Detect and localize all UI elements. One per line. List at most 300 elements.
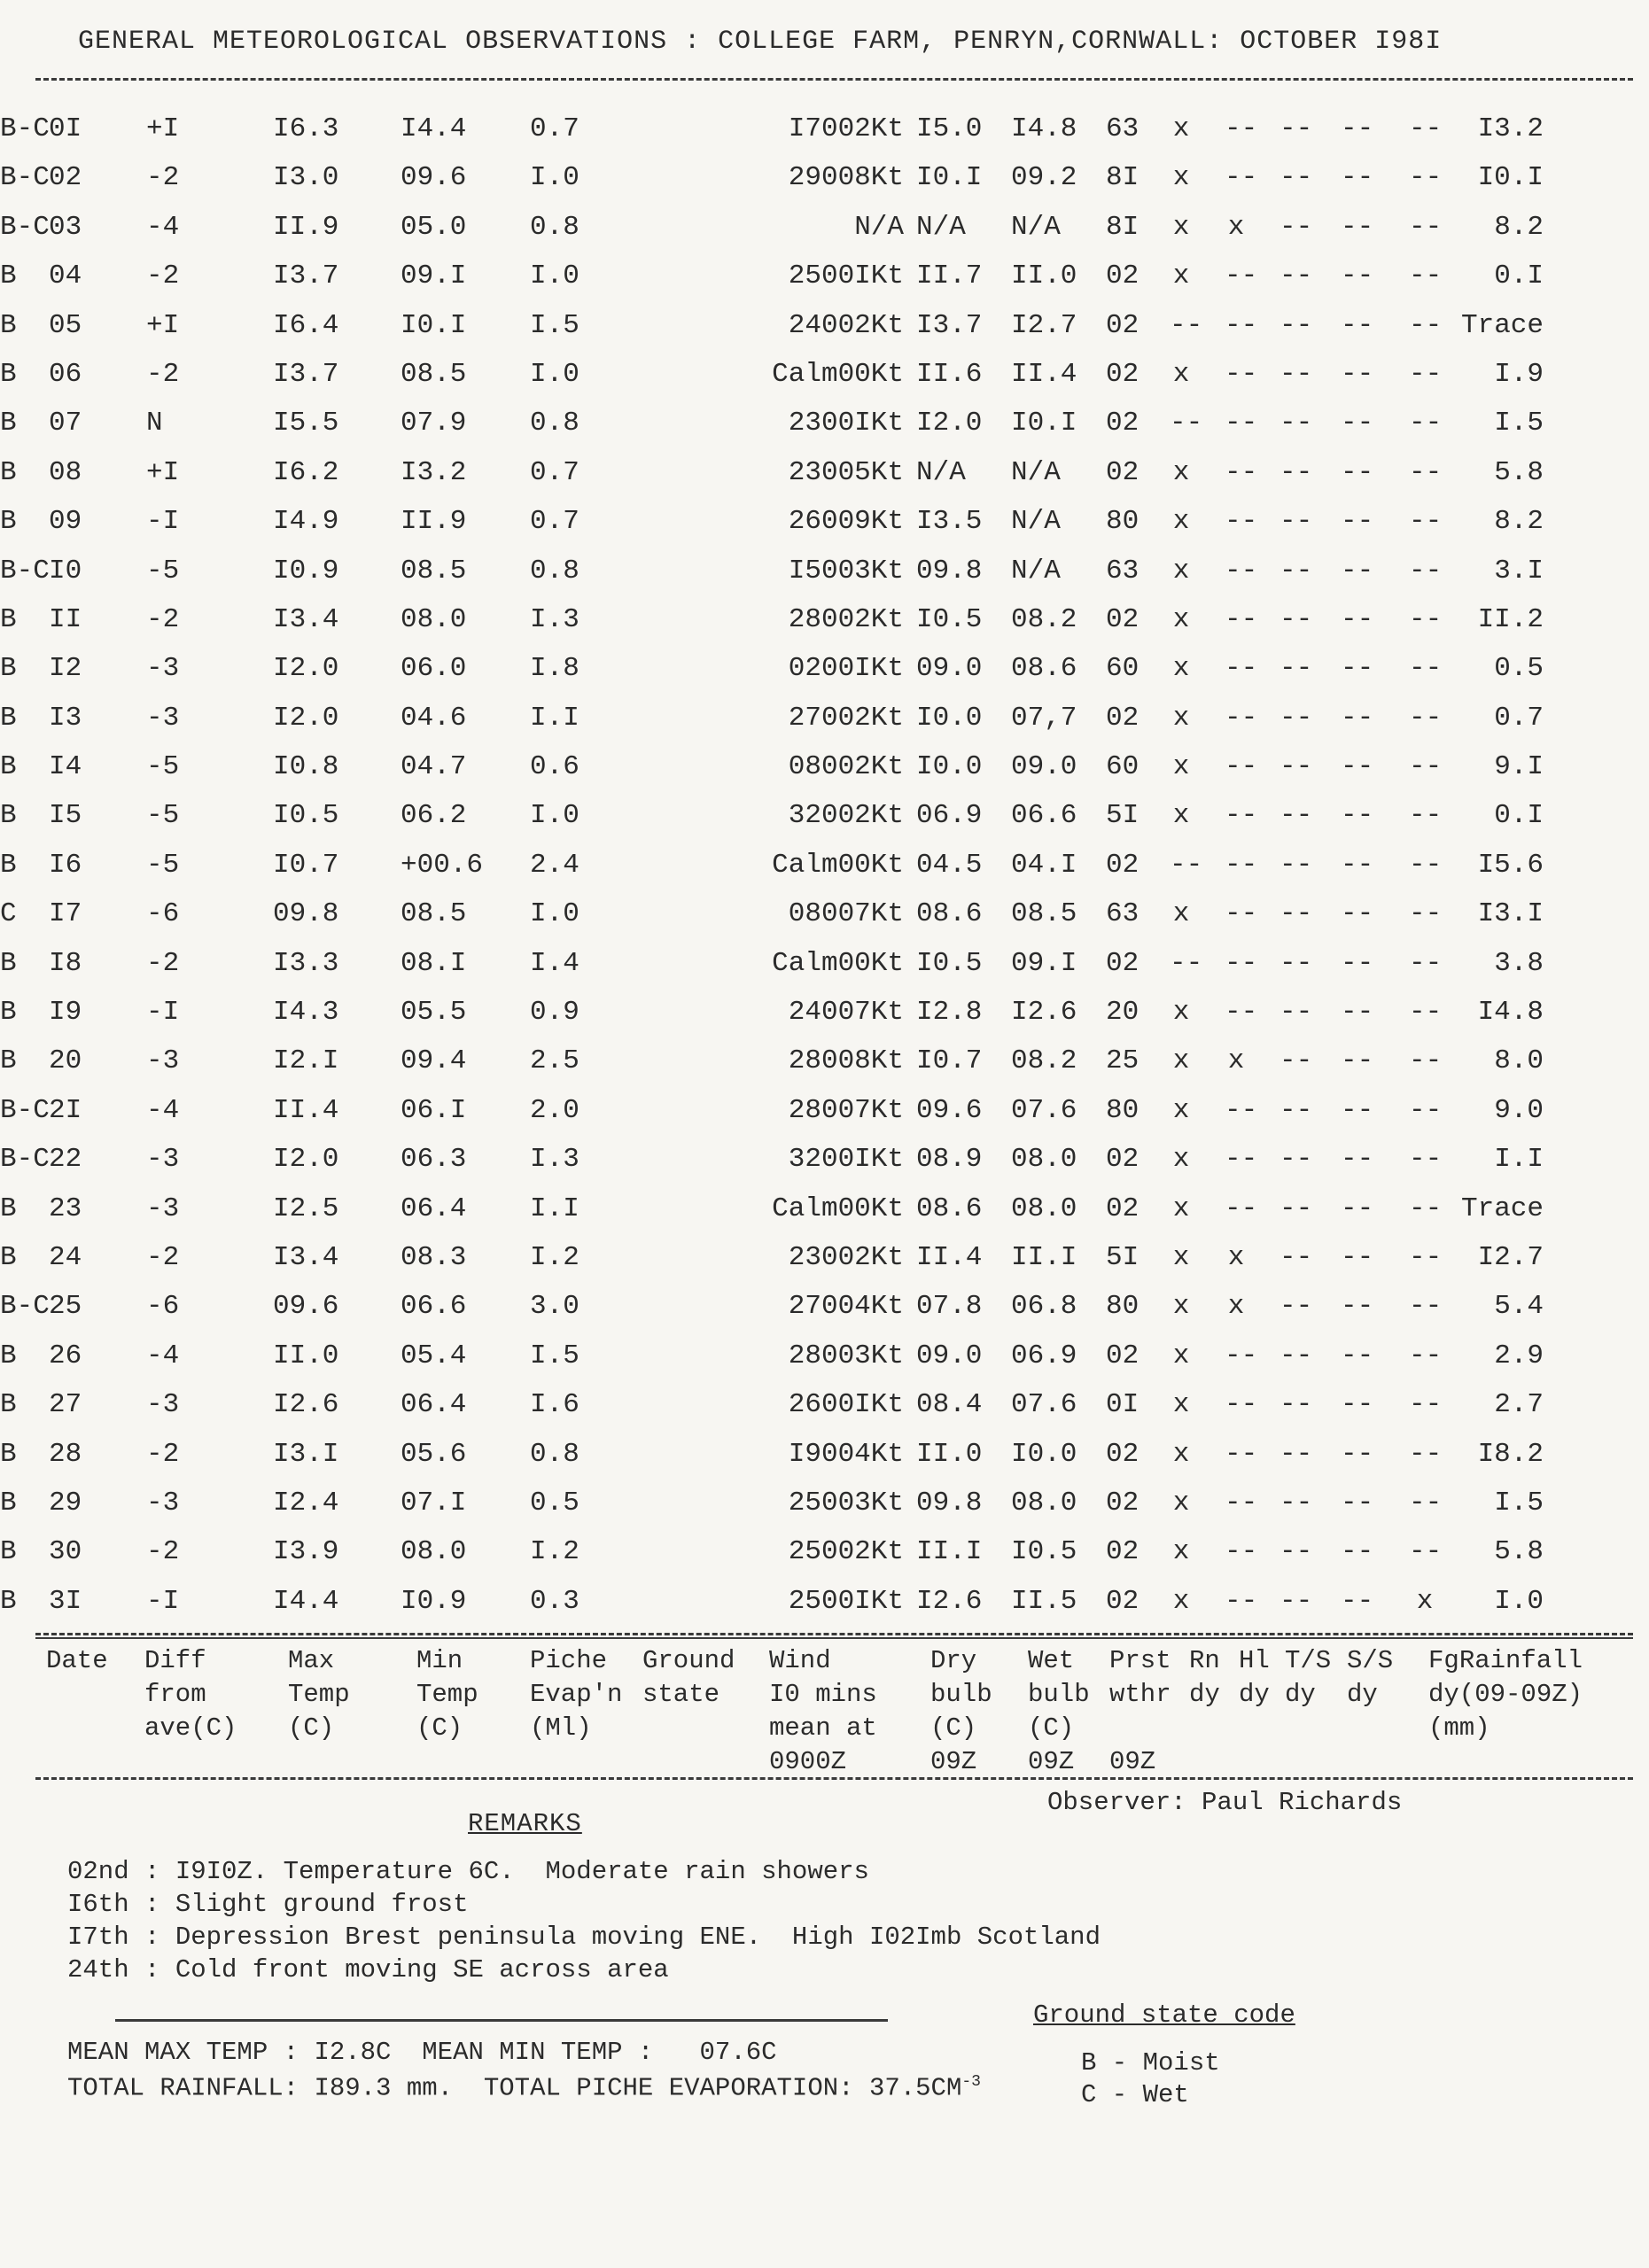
cell-prst: 02 [1106,309,1140,341]
cell-dry: I0.I [916,162,983,194]
cell-diff: -2 [146,1241,180,1273]
cell-fg: -- [1409,1340,1443,1371]
cell-dry: I2.6 [916,1585,983,1617]
cell-rn: x [1172,603,1190,635]
cell-evap: I.5 [530,1340,579,1371]
cell-max: II.4 [273,1094,339,1126]
cell-wet: 07,7 [1011,702,1077,734]
cell-prst: 25 [1106,1045,1140,1077]
cell-ss: -- [1341,358,1374,390]
cell-date: 29 [49,1487,82,1518]
cell-fg: -- [1409,506,1443,538]
cell-diff: -5 [146,751,180,783]
cell-ground: B [0,1585,17,1617]
cell-min: 06.4 [401,1192,467,1224]
cell-max: I2.5 [273,1192,339,1224]
cell-date: 05 [49,309,82,341]
cell-ss: -- [1341,603,1374,635]
cell-evap: I.I [530,1192,579,1224]
header-bottom-divider [35,1777,1633,1780]
cell-diff: -4 [146,1340,180,1371]
cell-date: II [49,603,82,635]
cell-evap: I.5 [530,309,579,341]
cell-wind: 2300IKt [788,408,904,439]
cell-prst: 02 [1106,702,1140,734]
summary-divider [115,2019,888,2022]
header-min: Min Temp (C) [416,1646,478,1743]
cell-ts: -- [1280,702,1313,734]
cell-date: I6 [49,849,82,881]
cell-wet: 06.6 [1011,800,1077,832]
cell-min: 09.4 [401,1045,467,1077]
cell-wet: 06.8 [1011,1291,1077,1323]
cell-date: 3I [49,1585,82,1617]
cell-evap: I.6 [530,1389,579,1421]
cell-wet: 09.0 [1011,751,1077,783]
cell-dry: 08.9 [916,1144,983,1176]
cell-diff: -3 [146,702,180,734]
cell-rain: 8.0 [1494,1045,1544,1077]
cell-max: I2.6 [273,1389,339,1421]
cell-prst: 80 [1106,506,1140,538]
cell-hl: -- [1225,162,1258,194]
cell-min: 08.I [401,947,467,979]
cell-hl: -- [1225,1438,1258,1470]
cell-fg: -- [1409,309,1443,341]
cell-rn: x [1172,211,1190,243]
cell-fg: -- [1409,1487,1443,1518]
cell-wet: I0.0 [1011,1438,1077,1470]
header-max: Max Temp (C) [288,1646,350,1743]
cell-diff: -4 [146,1094,180,1126]
cell-evap: 0.7 [530,113,579,144]
table-row [0,1282,1649,1331]
cell-rn: x [1172,1094,1190,1126]
cell-diff: +I [146,309,180,341]
cell-wind: 23005Kt [788,456,904,488]
cell-wet: II.4 [1011,358,1077,390]
cell-evap: 3.0 [530,1291,579,1323]
remark-line: 24th : Cold front moving SE across area [67,1955,669,1984]
cell-hl: -- [1225,260,1258,292]
cell-diff: -6 [146,1291,180,1323]
cell-hl: -- [1225,653,1258,685]
cell-min: 08.5 [401,898,467,930]
cell-rain: I5.6 [1477,849,1544,881]
cell-ts: -- [1280,653,1313,685]
remark-line: I6th : Slight ground frost [67,1890,469,1919]
cell-diff: -3 [146,1144,180,1176]
cell-ground: B [0,751,17,783]
cell-min: 05.5 [401,997,467,1029]
table-row [0,301,1649,350]
table-row [0,547,1649,595]
cell-prst: 02 [1106,1438,1140,1470]
summary-temps: MEAN MAX TEMP : I2.8C MEAN MIN TEMP : 07.6C [67,2038,777,2067]
cell-rn: -- [1170,849,1203,881]
table-row [0,1430,1649,1479]
cell-prst: 02 [1106,260,1140,292]
cell-min: 06.2 [401,800,467,832]
table-row [0,497,1649,546]
table-row [0,1380,1649,1429]
cell-rn: x [1172,1291,1190,1323]
cell-min: II.9 [401,506,467,538]
table-row [0,203,1649,252]
cell-fg: -- [1409,1438,1443,1470]
cell-ts: -- [1280,1438,1313,1470]
cell-rain: 5.8 [1494,456,1544,488]
cell-max: I3.I [273,1438,339,1470]
cell-ground: B [0,260,17,292]
cell-ss: -- [1341,800,1374,832]
table-row [0,988,1649,1037]
cell-ss: -- [1341,1045,1374,1077]
cell-ground: B-C [0,1094,50,1126]
cell-ground: B [0,702,17,734]
cell-fg: -- [1409,1291,1443,1323]
cell-dry: I3.7 [916,309,983,341]
cell-ts: -- [1280,947,1313,979]
cell-max: I2.I [273,1045,339,1077]
cell-ss: -- [1341,653,1374,685]
cell-ground: B [0,1438,17,1470]
cell-dry: I5.0 [916,113,983,144]
cell-ss: -- [1341,1438,1374,1470]
cell-ground: B [0,849,17,881]
cell-ts: -- [1280,603,1313,635]
cell-dry: 08.6 [916,1192,983,1224]
cell-ss: -- [1341,1340,1374,1371]
cell-ss: -- [1341,162,1374,194]
cell-hl: -- [1225,456,1258,488]
cell-hl: -- [1225,1389,1258,1421]
cell-rain: I.0 [1494,1585,1544,1617]
cell-diff: -6 [146,898,180,930]
table-row [0,1577,1649,1626]
cell-rain: 2.7 [1494,1389,1544,1421]
table-row [0,1479,1649,1527]
cell-ground: B-C [0,555,50,586]
cell-dry: I0.7 [916,1045,983,1077]
cell-wet: I2.7 [1011,309,1077,341]
ground-state-code-item: C - Wet [1081,2080,1189,2109]
cell-min: 04.6 [401,702,467,734]
cell-rn: x [1172,1487,1190,1518]
cell-rn: x [1172,1585,1190,1617]
cell-fg: -- [1409,260,1443,292]
cell-min: 08.5 [401,358,467,390]
cell-ts: -- [1280,506,1313,538]
cell-rn: x [1172,1536,1190,1568]
cell-max: I2.4 [273,1487,339,1518]
cell-evap: 0.6 [530,751,579,783]
cell-max: I3.4 [273,603,339,635]
cell-ss: -- [1341,408,1374,439]
cell-ts: -- [1280,408,1313,439]
cell-hl: -- [1225,1585,1258,1617]
cell-wind: 2600IKt [788,1389,904,1421]
table-row [0,791,1649,840]
cell-fg: -- [1409,947,1443,979]
cell-wet: 06.9 [1011,1340,1077,1371]
cell-dry: II.7 [916,260,983,292]
cell-date: 07 [49,408,82,439]
cell-min: 05.6 [401,1438,467,1470]
cell-date: 2I [49,1094,82,1126]
cell-diff: -2 [146,260,180,292]
cell-wet: I0.5 [1011,1536,1077,1568]
cell-rain: 3.8 [1494,947,1544,979]
cell-wind: 24002Kt [788,309,904,341]
cell-diff: N [146,408,163,439]
cell-rn: x [1172,653,1190,685]
cell-fg: -- [1409,408,1443,439]
table-row [0,1037,1649,1085]
cell-date: I9 [49,997,82,1029]
cell-wind: 08007Kt [788,898,904,930]
table-bottom-rule [35,1637,1633,1639]
header-diff: Diff from ave(C) [144,1646,237,1743]
table-row [0,105,1649,153]
cell-evap: I.0 [530,800,579,832]
cell-evap: I.2 [530,1536,579,1568]
cell-max: II.9 [273,211,339,243]
cell-rn: x [1172,358,1190,390]
cell-hl: -- [1225,702,1258,734]
cell-diff: -3 [146,1192,180,1224]
cell-wet: 09.I [1011,947,1077,979]
cell-ss: -- [1341,1192,1374,1224]
cell-ground: B-C [0,1291,50,1323]
cell-diff: -2 [146,1438,180,1470]
cell-wind: 28002Kt [788,603,904,635]
table-row [0,252,1649,300]
cell-ts: -- [1280,260,1313,292]
cell-rain: I2.7 [1477,1241,1544,1273]
cell-dry: N/A [916,456,966,488]
table-row [0,448,1649,497]
cell-dry: N/A [916,211,966,243]
cell-rain: 8.2 [1494,211,1544,243]
cell-wet: 07.6 [1011,1094,1077,1126]
cell-dry: II.0 [916,1438,983,1470]
cell-max: I4.3 [273,997,339,1029]
cell-rain: 9.0 [1494,1094,1544,1126]
cell-hl: -- [1225,408,1258,439]
table-row [0,595,1649,644]
cell-rn: x [1172,260,1190,292]
cell-prst: 5I [1106,1241,1140,1273]
cell-wind: I7002Kt [788,113,904,144]
cell-ss: -- [1341,506,1374,538]
cell-rain: 8.2 [1494,506,1544,538]
cell-ts: -- [1280,1192,1313,1224]
cell-fg: -- [1409,211,1443,243]
table-row [0,1086,1649,1135]
cell-ground: B [0,603,17,635]
cell-fg: -- [1409,849,1443,881]
cell-ground: B [0,1045,17,1077]
cell-ts: -- [1280,997,1313,1029]
cell-evap: I.3 [530,603,579,635]
cell-rn: x [1172,702,1190,734]
cell-ground: B [0,408,17,439]
cell-ts: -- [1280,1340,1313,1371]
header-rn: Rn dy [1189,1646,1220,1709]
cell-wind: 27004Kt [788,1291,904,1323]
cell-wind: 08002Kt [788,751,904,783]
cell-ground: B [0,1340,17,1371]
cell-evap: 0.8 [530,408,579,439]
cell-dry: 04.5 [916,849,983,881]
cell-ss: -- [1341,211,1374,243]
cell-hl: x [1227,211,1245,243]
cell-evap: I.0 [530,162,579,194]
cell-prst: 63 [1106,113,1140,144]
cell-wet: 07.6 [1011,1389,1077,1421]
cell-hl: -- [1225,800,1258,832]
cell-rn: x [1172,1241,1190,1273]
table-row [0,1184,1649,1233]
cell-min: +00.6 [401,849,484,881]
header-evap: Piche Evap'n (Ml) [530,1646,623,1743]
cell-rn: x [1172,1045,1190,1077]
cell-hl: -- [1225,358,1258,390]
cell-ss: -- [1341,997,1374,1029]
table-row [0,153,1649,202]
cell-fg: -- [1409,1536,1443,1568]
cell-rn: -- [1170,408,1203,439]
cell-ss: -- [1341,947,1374,979]
cell-ss: -- [1341,898,1374,930]
cell-diff: -I [146,1585,180,1617]
cell-ts: -- [1280,751,1313,783]
cell-max: I6.4 [273,309,339,341]
cell-ts: -- [1280,555,1313,586]
cell-prst: 8I [1106,211,1140,243]
cell-dry: I0.0 [916,702,983,734]
cell-rain: II.2 [1477,603,1544,635]
cell-rain: 5.8 [1494,1536,1544,1568]
cell-rain: 0.5 [1494,653,1544,685]
cell-ss: -- [1341,309,1374,341]
cell-ss: -- [1341,702,1374,734]
cell-min: 07.I [401,1487,467,1518]
cell-max: I6.2 [273,456,339,488]
cell-max: II.0 [273,1340,339,1371]
header-ss: S/S dy [1347,1646,1394,1709]
cell-min: I0.I [401,309,467,341]
cell-date: 30 [49,1536,82,1568]
cell-wet: II.0 [1011,260,1077,292]
cell-ss: -- [1341,1144,1374,1176]
cell-date: I4 [49,751,82,783]
cell-max: I3.0 [273,162,339,194]
cell-wet: N/A [1011,211,1061,243]
cell-diff: -4 [146,211,180,243]
cell-evap: I.I [530,702,579,734]
cell-ground: B [0,309,17,341]
cell-min: 06.4 [401,1389,467,1421]
summary-totals [67,2073,981,2103]
cell-diff: -5 [146,800,180,832]
cell-max: 09.6 [273,1291,339,1323]
cell-evap: 0.7 [530,456,579,488]
cell-ts: -- [1280,1487,1313,1518]
cell-fg: -- [1409,1144,1443,1176]
table-row [0,841,1649,889]
table-row [0,644,1649,693]
cell-rn: x [1172,1192,1190,1224]
cell-date: I8 [49,947,82,979]
cell-rain: 2.9 [1494,1340,1544,1371]
cell-date: 27 [49,1389,82,1421]
cell-ts: -- [1280,1389,1313,1421]
cell-rn: x [1172,506,1190,538]
cell-rn: x [1172,997,1190,1029]
cell-max: I2.0 [273,702,339,734]
cell-rain: 0.7 [1494,702,1544,734]
table-row [0,1332,1649,1380]
cell-min: 08.3 [401,1241,467,1273]
cell-evap: 0.7 [530,506,579,538]
cell-wind: 2500IKt [788,260,904,292]
cell-rain: I.9 [1494,358,1544,390]
cell-hl: -- [1225,506,1258,538]
cell-rain: I.5 [1494,408,1544,439]
cell-diff: -3 [146,1045,180,1077]
observer-name: Observer: Paul Richards [1047,1788,1403,1817]
cell-wet: 08.6 [1011,653,1077,685]
cell-min: 06.6 [401,1291,467,1323]
header-wet: Wet bulb (C) 09Z [1028,1646,1090,1776]
cell-diff: -3 [146,1389,180,1421]
table-row [0,1527,1649,1576]
remark-line: 02nd : I9I0Z. Temperature 6C. Moderate rain showers [67,1857,869,1886]
cell-max: I0.7 [273,849,339,881]
cell-max: I4.9 [273,506,339,538]
cell-date: 06 [49,358,82,390]
cell-max: I5.5 [273,408,339,439]
cell-prst: 5I [1106,800,1140,832]
cell-fg: -- [1409,113,1443,144]
cell-hl: -- [1225,1144,1258,1176]
cell-ground: B [0,1487,17,1518]
header-wind: Wind I0 mins mean at 0900Z [769,1646,877,1776]
cell-rain: 5.4 [1494,1291,1544,1323]
cell-wet: 09.2 [1011,162,1077,194]
cell-rn: x [1172,456,1190,488]
cell-max: I2.0 [273,1144,339,1176]
cell-ground: B-C [0,113,50,144]
cell-max: I3.7 [273,358,339,390]
cell-ts: -- [1280,1291,1313,1323]
cell-min: 06.0 [401,653,467,685]
header-dry: Dry bulb (C) 09Z [930,1646,992,1776]
cell-min: 04.7 [401,751,467,783]
table-bottom-divider [35,1633,1633,1635]
cell-hl: -- [1225,603,1258,635]
cell-dry: I2.0 [916,408,983,439]
cell-dry: I2.8 [916,997,983,1029]
cell-rn: x [1172,751,1190,783]
summary-totals-text: TOTAL RAINFALL: I89.3 mm. TOTAL PICHE EVAPORATION: 37.5CM [67,2073,962,2103]
cell-evap: 0.9 [530,997,579,1029]
cell-ts: -- [1280,1585,1313,1617]
cell-rain: Trace [1460,1192,1544,1224]
cell-hl: -- [1225,898,1258,930]
